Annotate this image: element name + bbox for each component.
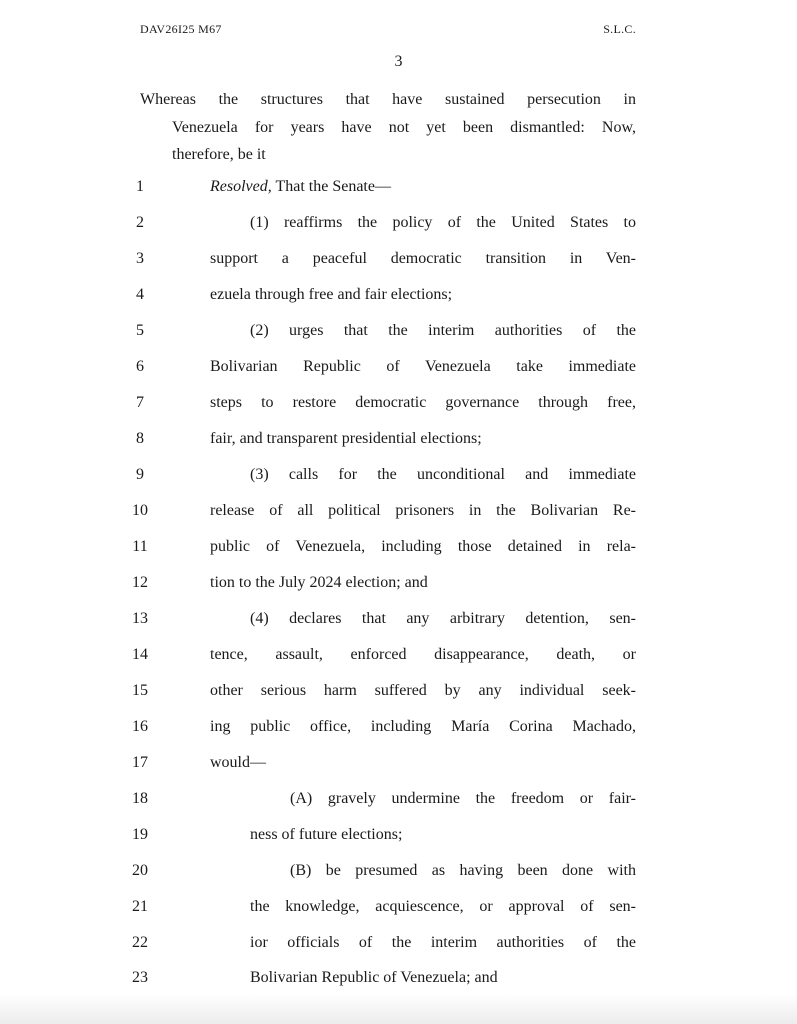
numbered-line bbox=[0, 856, 797, 886]
numbered-line bbox=[0, 784, 797, 814]
preamble-line: Whereas the structures that have sustained persecution in bbox=[140, 91, 636, 108]
line-text: ing public office, including María Corina Machado, bbox=[210, 718, 636, 735]
numbered-line bbox=[0, 316, 797, 346]
line-text: release of all political prisoners in the Bolivarian Re- bbox=[210, 502, 636, 519]
line-text: other serious harm suffered by any individual seek- bbox=[210, 682, 636, 699]
line-text: (3) calls for the unconditional and immediate bbox=[250, 466, 636, 483]
line-number: 16 bbox=[132, 718, 148, 735]
numbered-line bbox=[0, 388, 797, 418]
line-text bbox=[210, 172, 636, 202]
preamble-line: therefore, be it bbox=[172, 146, 266, 163]
line-number: 11 bbox=[132, 538, 148, 555]
line-number: 19 bbox=[132, 826, 148, 843]
line-number: 12 bbox=[132, 574, 148, 591]
numbered-line bbox=[0, 496, 797, 526]
numbered-line bbox=[0, 963, 797, 993]
numbered-line bbox=[0, 604, 797, 634]
line-number: 10 bbox=[132, 502, 148, 519]
page-bottom-shadow bbox=[0, 994, 797, 1024]
line-number: 13 bbox=[132, 610, 148, 627]
line-text: tence, assault, enforced disappearance, death, or bbox=[210, 646, 636, 663]
line-number: 21 bbox=[132, 898, 148, 915]
line-text: (1) reaffirms the policy of the United States to bbox=[250, 214, 636, 231]
numbered-line bbox=[0, 676, 797, 706]
line-text: steps to restore democratic governance through free, bbox=[210, 394, 636, 411]
line-text: public of Venezuela, including those detained in rela- bbox=[210, 538, 636, 555]
line-number: 23 bbox=[132, 969, 148, 986]
line-text: ness of future elections; bbox=[250, 826, 403, 843]
line-text: fair, and transparent presidential elections; bbox=[210, 430, 482, 447]
preamble-line: Venezuela for years have not yet been dismantled: Now, bbox=[172, 118, 636, 136]
line-text: (2) urges that the interim authorities of the bbox=[250, 322, 636, 339]
line-number: 22 bbox=[132, 934, 148, 951]
numbered-line bbox=[0, 280, 797, 310]
numbered-line bbox=[0, 352, 797, 382]
whereas-clause bbox=[140, 86, 636, 169]
line-text: (B) be presumed as having been done with bbox=[290, 862, 636, 879]
line-text-rest: That the Senate— bbox=[271, 178, 391, 195]
numbered-line bbox=[0, 424, 797, 454]
line-number: 20 bbox=[132, 862, 148, 879]
line-number: 14 bbox=[132, 646, 148, 663]
numbered-line bbox=[0, 172, 797, 202]
numbered-line bbox=[0, 712, 797, 742]
line-number: 5 bbox=[136, 322, 144, 339]
resolved-word: Resolved, bbox=[210, 178, 272, 195]
line-text: ior officials of the interim authorities of the bbox=[250, 934, 636, 951]
line-text: ezuela through free and fair elections; bbox=[210, 286, 453, 303]
numbered-line bbox=[0, 244, 797, 274]
line-text: Bolivarian Republic of Venezuela; and bbox=[250, 969, 498, 986]
numbered-line bbox=[0, 208, 797, 238]
line-text: Bolivarian Republic of Venezuela take immediate bbox=[210, 358, 636, 375]
line-text: would— bbox=[210, 754, 266, 771]
line-number: 6 bbox=[136, 358, 144, 375]
line-number: 15 bbox=[132, 682, 148, 699]
numbered-line bbox=[0, 460, 797, 490]
slc-marker: S.L.C. bbox=[603, 22, 636, 36]
numbered-line bbox=[0, 928, 797, 958]
document-id: DAV26I25 M67 bbox=[140, 22, 222, 36]
line-text: tion to the July 2024 election; and bbox=[210, 574, 428, 591]
line-number: 17 bbox=[132, 754, 148, 771]
numbered-line bbox=[0, 892, 797, 922]
line-number: 4 bbox=[136, 286, 144, 303]
numbered-line bbox=[0, 532, 797, 562]
line-text: the knowledge, acquiescence, or approval of sen- bbox=[250, 898, 636, 915]
line-number: 9 bbox=[136, 466, 144, 483]
line-text: (4) declares that any arbitrary detention, sen- bbox=[250, 610, 636, 627]
line-text: support a peaceful democratic transition in Ven- bbox=[210, 250, 636, 267]
line-number: 8 bbox=[136, 430, 144, 447]
numbered-line bbox=[0, 820, 797, 850]
line-text: (A) gravely undermine the freedom or fair- bbox=[290, 790, 636, 807]
line-number: 18 bbox=[132, 790, 148, 807]
line-number: 7 bbox=[136, 394, 144, 411]
numbered-line bbox=[0, 748, 797, 778]
numbered-line bbox=[0, 640, 797, 670]
line-number: 1 bbox=[136, 178, 144, 195]
page-number: 3 bbox=[394, 53, 403, 70]
line-number: 2 bbox=[136, 214, 144, 231]
numbered-line bbox=[0, 568, 797, 598]
line-number: 3 bbox=[136, 250, 144, 267]
